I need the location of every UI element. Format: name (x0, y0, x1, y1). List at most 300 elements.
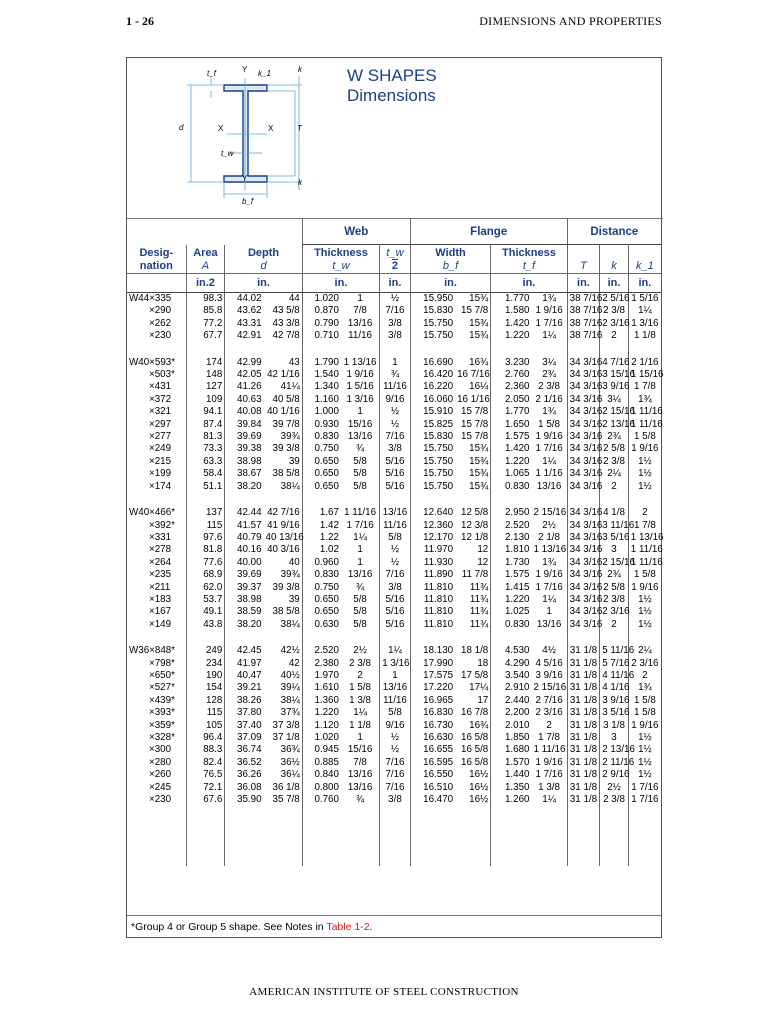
cell-flange-width-frac: 15¾ (469, 468, 489, 480)
cell-flange-width-dec: 11.930 (410, 557, 455, 569)
table-body (127, 293, 664, 867)
cell-flange-thk-dec: 1.220 (491, 594, 532, 606)
cell-web-thk-dec: 0.830 (302, 569, 341, 581)
label-x-left: X (218, 124, 224, 133)
cell-flange-width-dec: 16.690 (410, 357, 455, 369)
table-row (127, 520, 661, 532)
cell-web-thk-dec: 0.760 (302, 794, 341, 806)
cell-T: 31 1/8 (567, 695, 600, 707)
cell-flange-width-frac: 15 7/8 (461, 305, 489, 317)
cell-flange-width-dec: 15.830 (410, 431, 455, 443)
cell-flange-width-frac: 15¾ (469, 330, 489, 342)
cell-T: 34 3/16 (567, 394, 600, 406)
cell-flange-thk-dec: 2.050 (491, 394, 532, 406)
cell-web-thk-frac: 1¼ (353, 531, 367, 543)
cell-T: 31 1/8 (567, 769, 600, 781)
cell-depth-frac: 39¾ (280, 431, 300, 443)
cell-T: 31 1/8 (567, 757, 600, 769)
cell-area: 73.3 (186, 443, 225, 455)
area-symbol: A (201, 260, 210, 272)
title-w-shapes: W SHAPES (347, 66, 437, 85)
cell-k: 2 3/16 (600, 318, 629, 330)
cell-tw-half: 5/16 (380, 594, 411, 606)
cell-flange-thk-frac: 1 9/16 (535, 756, 563, 768)
cell-flange-width-dec: 16.420 (410, 369, 455, 381)
cell-k1: 1 11/16 (628, 419, 661, 431)
cell-T: 31 1/8 (567, 794, 600, 806)
cell-flange-thk-frac: 3¼ (542, 356, 556, 368)
cell-flange-width-dec: 15.950 (410, 293, 455, 306)
group-web: Web (302, 219, 410, 245)
cell-area: 68.9 (186, 569, 225, 581)
area-header (186, 245, 225, 274)
cell-flange-width-frac: 15 7/8 (461, 418, 489, 430)
footnote-text: *Group 4 or Group 5 shape. See Notes in (131, 921, 327, 933)
cell-web-thk-frac: 2½ (353, 645, 367, 657)
cell-k1: 1½ (628, 481, 661, 493)
table-row (127, 532, 661, 544)
cell-web-thk-frac: 1 (357, 406, 363, 418)
cell-tw-half: ½ (380, 744, 411, 756)
cell-designation: ×297 (149, 418, 172, 430)
cell-T: 38 7/16 (567, 330, 600, 342)
cell-designation: ×278 (149, 544, 172, 556)
cell-tw-half: 13/16 (380, 507, 411, 519)
cell-flange-width-frac: 15¾ (469, 480, 489, 492)
cell-flange-thk-frac: 2 1/16 (535, 393, 563, 405)
cell-tw-half: 5/8 (380, 707, 411, 719)
cell-depth-dec: 43.31 (225, 318, 264, 330)
cell-flange-thk-dec: 1.350 (491, 782, 532, 794)
group-distance: Distance (567, 219, 661, 245)
cell-tw-half: 9/16 (380, 720, 411, 732)
cell-flange-thk-dec: 2.130 (491, 532, 532, 544)
cell-flange-width-frac: 11 7/8 (461, 569, 489, 581)
cell-flange-width-frac: 16¾ (469, 719, 489, 731)
cell-flange-thk-frac: 2 7/16 (535, 694, 563, 706)
cell-k: 3 11/16 (600, 520, 629, 532)
cell-flange-width-frac: 11¾ (469, 581, 489, 593)
cell-flange-width-dec: 11.810 (410, 606, 455, 618)
cell-web-thk-dec: 1.360 (302, 695, 341, 707)
cell-flange-thk-dec: 2.760 (491, 369, 532, 381)
cell-web-thk-frac: 15/16 (347, 418, 373, 430)
table-row (127, 569, 661, 581)
table-row (127, 293, 661, 306)
cell-tw-half: 7/16 (380, 569, 411, 581)
cell-flange-thk-frac: 13/16 (536, 480, 562, 492)
cell-flange-width-dec: 11.810 (410, 619, 455, 631)
cell-depth-dec: 40.63 (225, 394, 264, 406)
section-title: DIMENSIONS AND PROPERTIES (479, 14, 662, 28)
cell-web-thk-dec: 1.000 (302, 406, 341, 418)
table-row (127, 507, 661, 519)
unit-web-thickness: in. (302, 274, 379, 293)
cell-web-thk-frac: 7/8 (353, 756, 367, 768)
cell-flange-width-frac: 12 (477, 544, 489, 556)
cell-depth-dec: 41.26 (225, 381, 264, 393)
table-row (127, 419, 661, 431)
cell-flange-thk-frac: 1 7/16 (535, 581, 563, 593)
table-row (127, 381, 661, 393)
cell-depth-frac: 36¾ (280, 744, 300, 756)
cell-web-thk-dec: 1.540 (302, 369, 341, 381)
cell-k1: 1½ (628, 606, 661, 618)
cell-flange-thk-dec: 1.770 (491, 406, 532, 418)
cell-T: 34 3/16 (567, 507, 600, 519)
cell-designation: ×167 (149, 606, 172, 618)
k1-symbol: k_1 (636, 260, 654, 272)
cell-flange-thk-frac: 1 13/16 (533, 544, 567, 556)
cell-flange-width-dec: 16.510 (410, 782, 455, 794)
cell-area: 82.4 (186, 757, 225, 769)
flange-thickness-line1: Thickness (502, 247, 556, 259)
unit-k1: in. (628, 274, 661, 293)
cell-depth-dec: 38.20 (225, 481, 264, 493)
cell-k: 3 5/16 (600, 707, 629, 719)
cell-web-thk-dec: 0.650 (302, 606, 341, 618)
cell-depth-dec: 39.37 (225, 582, 264, 594)
cell-tw-half: 11/16 (380, 381, 411, 393)
cell-depth-dec: 37.09 (225, 732, 264, 744)
cell-depth-dec: 38.98 (225, 594, 264, 606)
cell-web-thk-dec: 0.885 (302, 757, 341, 769)
cell-flange-thk-frac: 2 15/16 (533, 507, 567, 519)
cell-flange-thk-dec: 1.415 (491, 582, 532, 594)
cell-area: 109 (186, 394, 225, 406)
cell-web-thk-frac: 1 13/16 (343, 356, 377, 368)
cell-depth-dec: 37.40 (225, 720, 264, 732)
cell-flange-thk-frac: 1 7/8 (538, 732, 560, 743)
cell-web-thk-dec: 2.520 (302, 645, 341, 657)
tw2-header (380, 245, 411, 274)
cell-flange-width-dec: 15.910 (410, 406, 455, 418)
cell-designation: ×331 (149, 531, 172, 543)
table-row (127, 606, 661, 618)
cell-depth-dec: 38.59 (225, 606, 264, 618)
cell-k1: 1½ (628, 456, 661, 468)
cell-depth-dec: 41.97 (225, 658, 264, 670)
cell-depth-dec: 36.08 (225, 782, 264, 794)
cell-web-thk-dec: 1.67 (302, 507, 341, 519)
cell-k: 2 3/8 (600, 305, 629, 317)
cell-flange-width-dec: 11.890 (410, 569, 455, 581)
table-row (127, 330, 661, 342)
cell-flange-width-frac: 16 7/8 (461, 707, 489, 719)
cell-area: 115 (186, 707, 225, 719)
cell-depth-dec: 42.05 (225, 369, 264, 381)
label-tw: t_w (221, 149, 234, 158)
cell-designation: ×290 (149, 305, 172, 317)
cell-tw-half: 5/16 (380, 606, 411, 618)
cell-depth-dec: 39.69 (225, 569, 264, 581)
table-row (127, 670, 661, 682)
unit-k: in. (600, 274, 629, 293)
cell-web-thk-frac: 5/8 (353, 606, 367, 618)
T-symbol: T (580, 260, 587, 272)
cell-k: 2 13/16 (600, 419, 629, 431)
cell-web-thk-dec: 2.380 (302, 658, 341, 670)
cell-k1: 2 1/16 (628, 357, 661, 369)
cell-flange-thk-dec: 1.065 (491, 468, 532, 480)
cell-k1: 1 5/16 (628, 293, 661, 306)
cell-flange-width-dec: 15.750 (410, 443, 455, 455)
cell-k1: 2 3/16 (628, 658, 661, 670)
cell-k1: 1 11/16 (628, 544, 661, 556)
cell-web-thk-dec: 0.650 (302, 481, 341, 493)
cell-area: 62.0 (186, 582, 225, 594)
cell-area: 72.1 (186, 782, 225, 794)
table-row (127, 682, 661, 694)
cell-flange-width-frac: 11¾ (469, 618, 489, 630)
cell-k1: 1½ (628, 732, 661, 744)
cell-tw-half: 3/8 (380, 330, 411, 342)
cell-tw-half: 3/8 (380, 582, 411, 594)
cell-depth-dec: 36.26 (225, 769, 264, 781)
cell-designation: ×328* (149, 732, 175, 743)
cell-area: 63.3 (186, 456, 225, 468)
cell-depth-dec: 35.90 (225, 794, 264, 806)
cell-area: 115 (186, 520, 225, 532)
cell-web-thk-dec: 0.870 (302, 305, 341, 317)
cell-T: 34 3/16 (567, 406, 600, 418)
cell-web-thk-frac: ¾ (355, 581, 365, 593)
table-link[interactable]: Table 1-2 (326, 921, 370, 933)
cell-k1: 2 (628, 507, 661, 519)
cell-web-thk-frac: 13/16 (347, 781, 373, 793)
cell-web-thk-frac: 2 3/8 (349, 657, 371, 669)
cell-web-thk-frac: 1 9/16 (346, 369, 374, 381)
cell-flange-thk-dec: 2.910 (491, 682, 532, 694)
dimensions-table (127, 219, 664, 866)
cell-depth-frac: 40 13/16 (265, 531, 304, 543)
cell-web-thk-dec: 0.750 (302, 443, 341, 455)
cell-flange-thk-frac: 2 15/16 (533, 682, 567, 694)
cell-depth-frac: 42 1/16 (267, 369, 300, 381)
cell-k1: 1 7/8 (628, 381, 661, 393)
cell-area: 190 (186, 670, 225, 682)
cell-T: 31 1/8 (567, 645, 600, 657)
cell-depth-dec: 41.57 (225, 520, 264, 532)
cell-T: 34 3/16 (567, 606, 600, 618)
cell-web-thk-dec: 1.610 (302, 682, 341, 694)
cell-web-thk-frac: 13/16 (347, 569, 373, 581)
cell-flange-width-dec: 16.470 (410, 794, 455, 806)
cell-flange-thk-dec: 0.830 (491, 619, 532, 631)
cell-k: 2½ (600, 782, 629, 794)
cell-tw-half: 1 (380, 357, 411, 369)
cell-web-thk-dec: 1.120 (302, 720, 341, 732)
cell-area: 154 (186, 682, 225, 694)
cell-k: 2¾ (600, 431, 629, 443)
cell-flange-thk-dec: 1.770 (491, 293, 532, 306)
cell-area: 128 (186, 695, 225, 707)
cell-flange-width-dec: 15.750 (410, 318, 455, 330)
cell-k: 4 7/16 (600, 357, 629, 369)
cell-web-thk-frac: 5/8 (353, 480, 367, 492)
cell-k: 3¼ (600, 394, 629, 406)
cell-designation: ×393* (149, 707, 175, 719)
footnote-end: . (369, 921, 373, 933)
k-symbol: k (611, 260, 617, 272)
cell-flange-thk-dec: 1.420 (491, 318, 532, 330)
cell-flange-thk-frac: 1¼ (542, 330, 556, 342)
footnote (127, 915, 661, 937)
cell-depth-frac: 39¾ (280, 569, 300, 581)
cell-designation: W36×848* (129, 645, 176, 657)
cell-flange-width-dec: 18.130 (410, 645, 455, 657)
cell-k1: 1 5/8 (628, 431, 661, 443)
cell-designation: ×392* (149, 519, 175, 531)
cell-k1: 1½ (628, 594, 661, 606)
cell-T: 34 3/16 (567, 443, 600, 455)
cell-depth-frac: 36½ (280, 756, 300, 768)
cell-area: 174 (186, 357, 225, 369)
cell-flange-width-frac: 18 1/8 (461, 645, 489, 657)
cell-depth-frac: 40 1/16 (267, 406, 300, 418)
cell-T: 34 3/16 (567, 381, 600, 393)
cell-flange-width-dec: 16.220 (410, 381, 455, 393)
cell-k: 2 (600, 619, 629, 631)
cell-T: 31 1/8 (567, 707, 600, 719)
cell-k: 5 11/16 (600, 645, 629, 657)
cell-designation: ×183 (149, 593, 172, 605)
label-tf: t_f (207, 69, 216, 78)
cell-area: 98.3 (186, 293, 225, 306)
cell-tw-half: 5/16 (380, 468, 411, 480)
group-spacer (127, 631, 661, 645)
table-row (127, 695, 661, 707)
cell-area: 67.6 (186, 794, 225, 806)
cell-web-thk-frac: 1 7/16 (346, 519, 374, 531)
cell-flange-width-frac: 12 3/8 (461, 519, 489, 531)
cell-flange-thk-frac: 2 3/16 (535, 707, 563, 719)
cell-designation: ×249 (149, 443, 172, 455)
page-footer: AMERICAN INSTITUTE OF STEEL CONSTRUCTION (249, 986, 519, 998)
table-row (127, 443, 661, 455)
cell-area: 81.8 (186, 544, 225, 556)
cell-area: 51.1 (186, 481, 225, 493)
designation-header (127, 245, 186, 274)
cell-T: 38 7/16 (567, 305, 600, 317)
cell-area: 43.8 (186, 619, 225, 631)
cell-tw-half: 7/16 (380, 757, 411, 769)
cell-flange-width-frac: 12 (477, 556, 489, 568)
cell-depth-dec: 40.47 (225, 670, 264, 682)
cell-T: 31 1/8 (567, 732, 600, 744)
cell-designation: ×199 (149, 468, 172, 480)
cell-flange-width-dec: 15.750 (410, 456, 455, 468)
label-y-bottom: Y (242, 174, 248, 183)
flange-thickness-header (491, 245, 567, 274)
cell-web-thk-dec: 0.960 (302, 557, 341, 569)
cell-depth-frac: 43 3/8 (272, 317, 300, 329)
cell-designation: ×235 (149, 569, 172, 581)
cell-depth-dec: 38.98 (225, 456, 264, 468)
cell-flange-width-dec: 12.640 (410, 507, 455, 519)
cell-area: 94.1 (186, 406, 225, 418)
cell-area: 85.8 (186, 305, 225, 317)
cell-depth-frac: 37 1/8 (272, 732, 300, 743)
cell-flange-width-dec: 15.750 (410, 468, 455, 480)
depth-symbol: d (260, 260, 267, 272)
cell-k: 2 3/8 (600, 594, 629, 606)
cell-depth-dec: 39.84 (225, 419, 264, 431)
cell-flange-thk-dec: 1.420 (491, 443, 532, 455)
cell-area: 87.4 (186, 419, 225, 431)
page-number: 1 - 26 (126, 14, 154, 28)
cell-area: 77.6 (186, 557, 225, 569)
web-thickness-line1: Thickness (314, 247, 368, 259)
cell-web-thk-dec: 0.750 (302, 582, 341, 594)
cell-T: 31 1/8 (567, 682, 600, 694)
cell-designation: ×321 (149, 406, 172, 418)
cell-k1: 1 9/16 (628, 582, 661, 594)
cell-tw-half: 1 (380, 670, 411, 682)
cell-T: 34 3/16 (567, 468, 600, 480)
cell-flange-thk-frac: 1 11/16 (533, 744, 566, 756)
cell-web-thk-frac: 1¼ (353, 707, 367, 719)
cell-area: 249 (186, 645, 225, 657)
table-row (127, 782, 661, 794)
cell-designation: ×277 (149, 431, 172, 443)
cell-web-thk-frac: ¾ (355, 794, 365, 806)
cell-flange-thk-frac: 1 9/16 (535, 431, 563, 443)
cell-depth-dec: 39.69 (225, 431, 264, 443)
cell-tw-half: 3/8 (380, 318, 411, 330)
cell-area: 53.7 (186, 594, 225, 606)
cell-k: 4 11/16 (600, 670, 629, 682)
cell-k: 2 15/16 (600, 406, 629, 418)
cell-web-thk-dec: 0.840 (302, 769, 341, 781)
cell-k1: 1¼ (628, 305, 661, 317)
cell-flange-thk-dec: 3.540 (491, 670, 532, 682)
cell-T: 34 3/16 (567, 456, 600, 468)
T-header (567, 245, 600, 274)
cell-flange-width-frac: 16½ (469, 769, 489, 781)
cell-flange-thk-dec: 2.440 (491, 695, 532, 707)
cell-k: 2 (600, 330, 629, 342)
cell-depth-frac: 42 (288, 657, 300, 669)
cell-k1: 1 5/8 (628, 569, 661, 581)
cell-flange-width-dec: 15.750 (410, 481, 455, 493)
cell-k: 2 5/8 (600, 443, 629, 455)
cell-depth-frac: 39 (288, 593, 300, 605)
cell-depth-frac: 40 (288, 556, 300, 568)
flange-width-symbol: b_f (442, 260, 459, 272)
cell-web-thk-frac: 1 3/8 (349, 694, 371, 706)
cell-web-thk-frac: 1 5/16 (346, 381, 374, 393)
cell-tw-half: 5/16 (380, 456, 411, 468)
depth-line1: Depth (247, 247, 280, 259)
cell-T: 34 3/16 (567, 544, 600, 556)
cell-k: 2 11/16 (600, 757, 629, 769)
cell-flange-thk-frac: 1 9/16 (535, 305, 563, 317)
cell-k: 2¼ (600, 468, 629, 480)
label-bf: b_f (242, 197, 254, 206)
cell-area: 97.6 (186, 532, 225, 544)
cell-depth-dec: 42.44 (225, 507, 264, 519)
label-y-top: Y (242, 65, 248, 74)
cell-area: 96.4 (186, 732, 225, 744)
cell-web-thk-dec: 0.650 (302, 468, 341, 480)
cell-flange-width-dec: 16.830 (410, 707, 455, 719)
table-row (127, 582, 661, 594)
cell-k1: 1½ (628, 757, 661, 769)
cell-flange-thk-frac: 1 9/16 (535, 569, 563, 581)
cell-flange-width-frac: 17¼ (469, 682, 489, 694)
depth-header (225, 245, 302, 274)
